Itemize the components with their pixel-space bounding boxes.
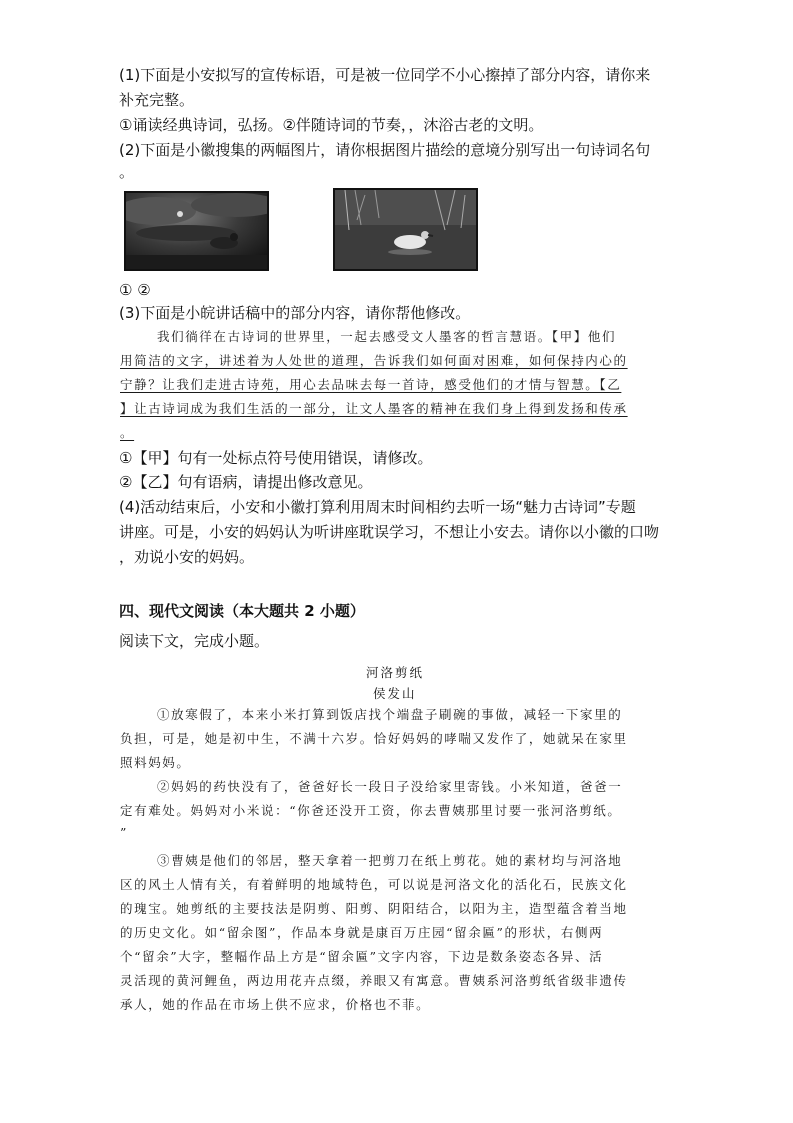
q4-line-3: ，劝说小安的妈妈。 [119, 548, 255, 566]
q1-line-2: 补充完整。 [119, 91, 195, 109]
q3-line-1: (3)下面是小皖讲话稿中的部分内容，请你帮他修改。 [119, 304, 471, 322]
para3-line-5: 个“留余”大字，整幅作品上方是“留余匾”文字内容，下边是数条姿态各异、活 [120, 949, 604, 964]
q3-sub-1: ①【甲】句有一处标点符号使用错误，请修改。 [119, 449, 433, 467]
section-heading: 四、现代文阅读（本大题共 2 小题） [119, 602, 365, 620]
speech-line-2: 用简洁的文字，讲述着为人处世的道理，告诉我们如何面对困难，如何保持内心的 [120, 353, 628, 368]
night-pond-duck-image [124, 191, 269, 271]
para1-line-2: 负担，可是，她是初中生，不满十六岁。恰好妈妈的哮喘又发作了，她就呆在家里 [120, 731, 628, 746]
speech-line-3: 宁静？让我们走进古诗苑，用心去品味去每一首诗，感受他们的才情与智慧。【乙 [120, 377, 622, 392]
para3-line-1: ③曹姨是他们的邻居，整天拿着一把剪刀在纸上剪花。她的素材均与河洛地 [157, 853, 623, 868]
q3-sub-2: ②【乙】句有语病，请提出修改意见。 [119, 473, 373, 491]
article-author: 侯发山 [373, 686, 417, 701]
para3-line-2: 区的风土人情有关，有着鲜明的地域特色，可以说是河洛文化的活化石，民族文化 [120, 877, 628, 892]
reed-pond-duck-image [333, 188, 478, 271]
q1-line-3: ①诵读经典诗词，弘扬。②伴随诗词的节奏，，沐浴古老的文明。 [119, 116, 544, 134]
para3-line-3: 的瑰宝。她剪纸的主要技法是阴剪、阳剪、阴阳结合，以阳为主，造型蕴含着当地 [120, 901, 628, 916]
q4-line-2: 讲座。可是，小安的妈妈认为听讲座耽误学习，不想让小安去。请你以小徽的口吻 [119, 523, 660, 541]
article-title: 河洛剪纸 [366, 665, 425, 680]
q2-line-2: 。 [119, 163, 135, 181]
para1-line-1: ①放寒假了，本来小米打算到饭店找个端盘子刷碗的事做，减轻一下家里的 [157, 707, 623, 722]
para2-line-1: ②妈妈的药快没有了，爸爸好长一段日子没给家里寄钱。小米知道，爸爸一 [157, 779, 623, 794]
section-intro: 阅读下文，完成小题。 [119, 632, 270, 650]
para3-line-6: 灵活现的黄河鲤鱼，两边用花卉点缀，养眼又有寓意。曹姨系河洛剪纸省级非遗传 [120, 973, 628, 988]
q1-line-1: (1)下面是小安拟写的宣传标语，可是被一位同学不小心擦掉了部分内容，请你来 [119, 66, 651, 84]
para2-line-2: 定有难处。妈妈对小米说：“你爸还没开工资，你去曹姨那里讨要一张河洛剪纸。 [120, 803, 622, 818]
q2-line-1: (2)下面是小徽搜集的两幅图片，请你根据图片描绘的意境分别写出一句诗词名句 [119, 141, 651, 159]
speech-line-4: 】让古诗词成为我们生活的一部分，让文人墨客的精神在我们身上得到发扬和传承 [120, 401, 628, 416]
para2-line-3: ” [120, 825, 128, 840]
para1-line-3: 照料妈妈。 [120, 755, 191, 770]
speech-line-1: 我们徜徉在古诗词的世界里，一起去感受文人墨客的哲言慧语。【甲】他们 [157, 329, 617, 344]
speech-line-5: 。 [120, 425, 135, 440]
q2-answer-labels: ① ② [119, 281, 151, 299]
q4-line-1: (4)活动结束后，小安和小徽打算利用周末时间相约去听一场“魅力古诗词”专题 [119, 498, 636, 516]
para3-line-7: 承人，她的作品在市场上供不应求，价格也不菲。 [120, 997, 431, 1012]
para3-line-4: 的历史文化。如“留余图”，作品本身就是康百万庄园“留余匾”的形状，右侧两 [120, 925, 604, 940]
